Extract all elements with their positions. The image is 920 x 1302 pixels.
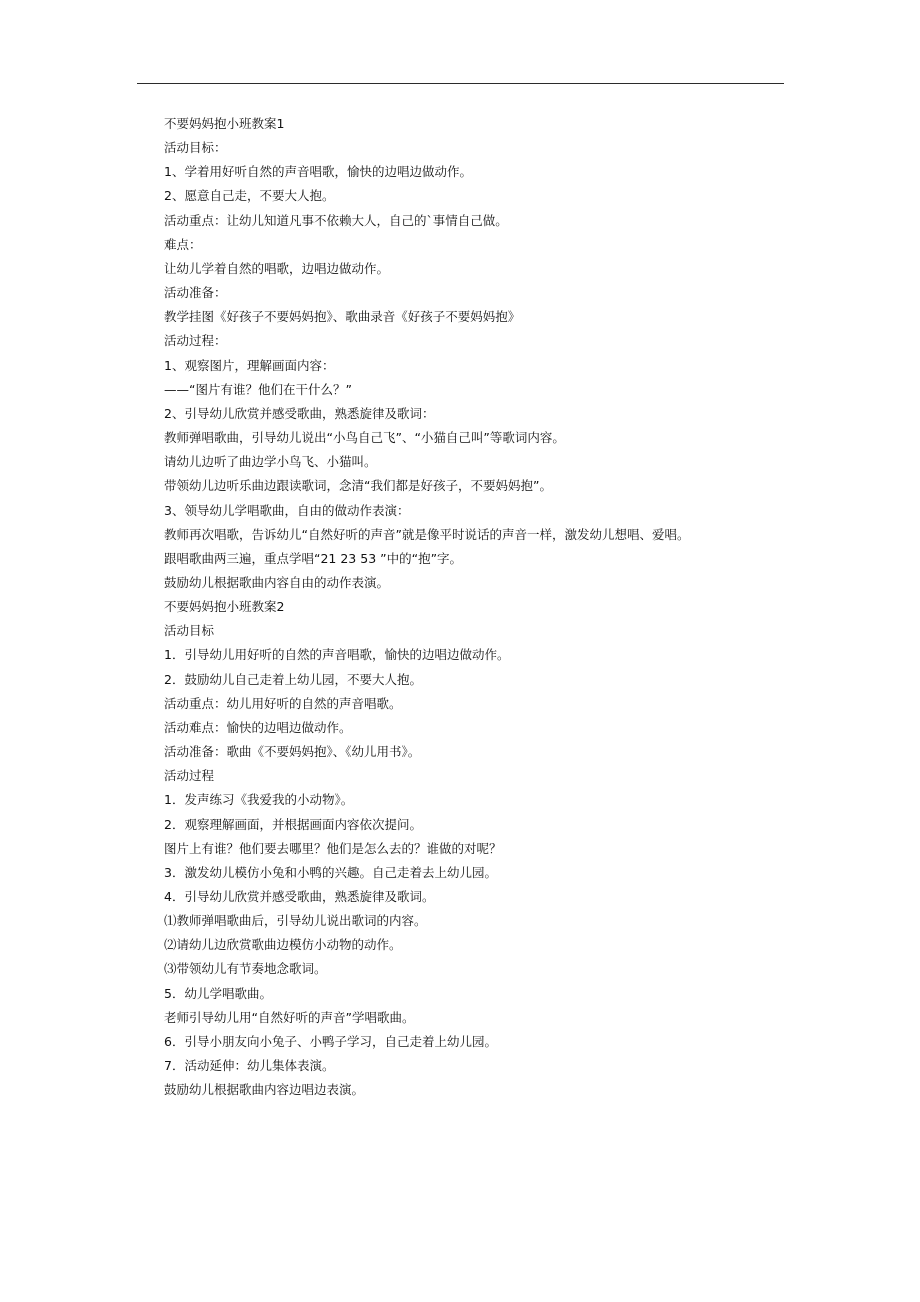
text-line: 1．发声练习《我爱我的小动物》。 xyxy=(164,792,354,808)
text-line: 鼓励幼儿根据歌曲内容边唱边表演。 xyxy=(164,1082,365,1098)
text-line: 活动重点：让幼儿知道凡事不依赖大人，自己的`事情自己做。 xyxy=(164,212,508,228)
text-line: 教师再次唱歌，告诉幼儿“自然好听的声音”就是像平时说话的声音一样，激发幼儿想唱、爱唱。 xyxy=(164,526,690,542)
text-line: 图片上有谁？他们要去哪里？他们是怎么去的？谁做的对呢？ xyxy=(164,840,502,856)
text-line: 4．引导幼儿欣赏并感受歌曲，熟悉旋律及歌词。 xyxy=(164,889,435,904)
text-line: 让幼儿学着自然的唱歌，边唱边做动作。 xyxy=(164,260,390,276)
doc-title-2: 不要妈妈抱小班教案2 xyxy=(164,599,285,615)
text-line: 活动过程 xyxy=(164,768,215,784)
text-line: 鼓励幼儿根据歌曲内容自由的动作表演。 xyxy=(164,574,390,590)
text-line: 请幼儿边听了曲边学小鸟飞、小猫叫。 xyxy=(164,454,377,470)
text-line: 1、观察图片，理解画面内容： xyxy=(164,357,335,373)
text-line: 2．观察理解画面，并根据画面内容依次提问。 xyxy=(164,816,422,832)
text-line: 老师引导幼儿用“自然好听的声音”学唱歌曲。 xyxy=(164,1009,415,1025)
text-line: 3．激发幼儿模仿小兔和小鸭的兴趣。自己走着去上幼儿园。 xyxy=(164,864,497,880)
text-line: 活动目标 xyxy=(164,623,215,639)
doc-title-1: 不要妈妈抱小班教案1 xyxy=(164,116,285,131)
text-line: 教师弹唱歌曲，引导幼儿说出“小鸟自己飞”、“小猫自己叫”等歌词内容。 xyxy=(164,430,565,446)
text-line: 难点： xyxy=(164,236,202,252)
text-line: 6．引导小朋友向小兔子、小鸭子学习，自己走着上幼儿园。 xyxy=(164,1033,497,1049)
text-line: 2．鼓励幼儿自己走着上幼儿园，不要大人抱。 xyxy=(164,671,422,687)
text-line: ⑵请幼儿边欣赏歌曲边模仿小动物的动作。 xyxy=(164,937,402,953)
text-line: 教学挂图《好孩子不要妈妈抱》、歌曲录音《好孩子不要妈妈抱》 xyxy=(164,309,521,325)
header-rule xyxy=(137,83,784,84)
text-line: 活动准备： xyxy=(164,285,227,301)
text-line: 活动目标： xyxy=(164,140,227,156)
text-line: ——“图片有谁？他们在干什么？” xyxy=(164,381,352,397)
text-line: 1、学着用好听自然的声音唱歌，愉快的边唱边做动作。 xyxy=(164,164,472,180)
text-line: ⑴教师弹唱歌曲后，引导幼儿说出歌词的内容。 xyxy=(164,913,427,929)
text-line: 7．活动延伸：幼儿集体表演。 xyxy=(164,1058,335,1074)
text-line: 跟唱歌曲两三遍，重点学唱“21 23 53 ”中的“抱”字。 xyxy=(164,550,463,566)
text-line: 活动难点：愉快的边唱边做动作。 xyxy=(164,719,352,735)
text-line: 活动准备：歌曲《不要妈妈抱》、《幼儿用书》。 xyxy=(164,744,421,760)
text-line: 5．幼儿学唱歌曲。 xyxy=(164,985,272,1001)
text-line: 带领幼儿边听乐曲边跟读歌词，念清“我们都是好孩子，不要妈妈抱”。 xyxy=(164,478,552,494)
text-line: 2、引导幼儿欣赏并感受歌曲，熟悉旋律及歌词： xyxy=(164,405,435,421)
text-line: 活动重点：幼儿用好听的自然的声音唱歌。 xyxy=(164,695,402,711)
text-line: 活动过程： xyxy=(164,333,227,349)
text-line: 1．引导幼儿用好听的自然的声音唱歌，愉快的边唱边做动作。 xyxy=(164,647,510,663)
text-line: 2、愿意自己走，不要大人抱。 xyxy=(164,188,335,204)
text-line: ⑶带领幼儿有节奏地念歌词。 xyxy=(164,961,327,977)
text-line: 3、领导幼儿学唱歌曲，自由的做动作表演： xyxy=(164,502,410,518)
document-body xyxy=(164,112,724,1102)
